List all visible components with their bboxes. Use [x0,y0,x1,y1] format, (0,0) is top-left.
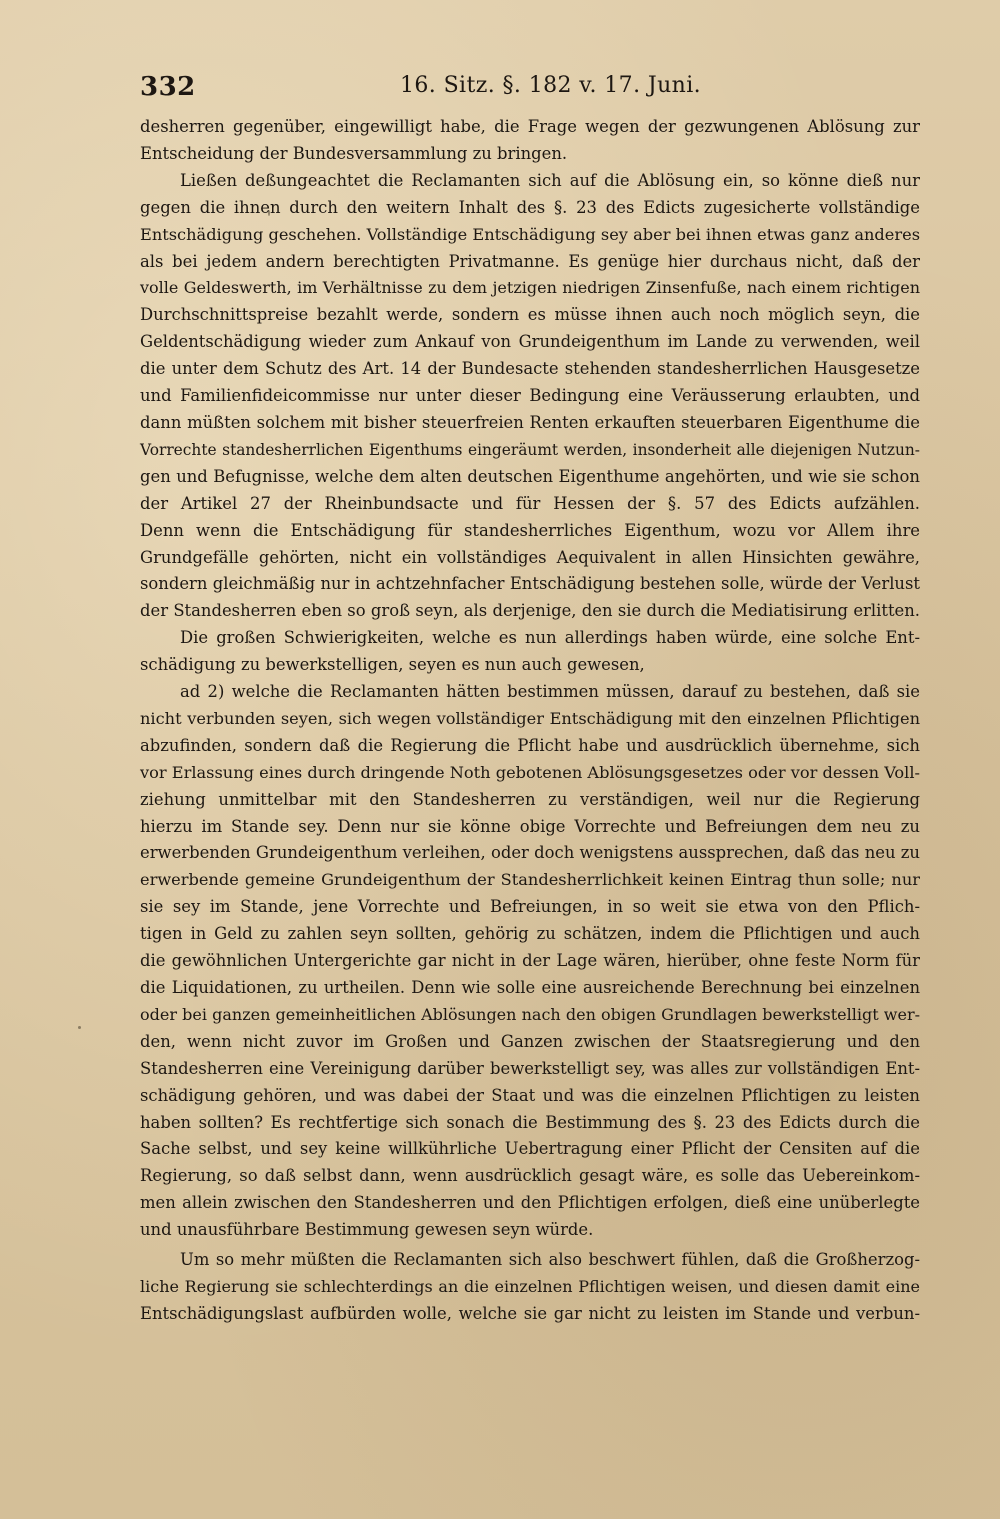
text-line: Die großen Schwierigkeiten, welche es nun allerdings haben würde, eine solche Ent- [180,628,920,648]
text-line: dann müßten solchem mit bisher steuerfreien Renten erkauften steuerbaren Eigenthume die [140,412,920,432]
text-line: und Familienfideicommisse nur unter dieser Bedingung eine Veräusserung erlaubten, und [140,386,920,406]
text-line: nicht verbunden seyen, sich wegen vollständiger Entschädigung mit den einzelnen Pflichtigen [140,708,920,728]
text-line: hierzu im Stande sey. Denn nur sie könne obige Vorrechte und Befreiungen dem neu zu [140,816,920,836]
text-line: Grundgefälle gehörten, nicht ein vollständiges Aequivalent in allen Hinsichten gewähre, [140,547,920,567]
text-line: liche Regierung sie schlechterdings an die einzelnen Pflichtigen weisen, und diesen damit eine [140,1276,920,1296]
text-line: desherren gegenüber, eingewilligt habe, die Frage wegen der gezwungenen Ablösung zur [140,117,920,136]
text-line: gegen die ihnen durch den weitern Inhalt des §. 23 des Edicts zugesicherte vollständige [140,197,920,217]
text-line: sie sey im Stande, jene Vorrechte und Befreiungen, in so weit sie etwa von den Pflich- [140,897,920,917]
text-line: men allein zwischen den Standesherren und den Pflichtigen erfolgen, dieß eine unüberlegte [140,1193,920,1213]
paper-blemish [268,210,270,216]
text-line: abzufinden, sondern daß die Regierung die Pflicht habe und ausdrücklich übernehme, sich [140,735,920,755]
text-line: Entscheidung der Bundesversammlung zu bringen. [140,143,568,163]
text-line: tigen in Geld zu zahlen seyn sollten, gehörig zu schätzen, indem die Pflichtigen und auch [140,924,920,944]
text-line: ad 2) welche die Reclamanten hätten bestimmen müssen, darauf zu bestehen, daß sie [180,682,920,702]
text-line: als bei jedem andern berechtigten Privatmanne. Es genüge hier durchaus nicht, daß der [140,251,920,271]
text-line: die unter dem Schutz des Art. 14 der Bundesacte stehenden standesherrlichen Hausgesetze [140,359,920,379]
text-line: volle Geldeswerth, im Verhältnisse zu dem jetzigen niedrigen Zinsenfuße, nach einem richtigen [140,278,920,298]
text-line: Regierung, so daß selbst dann, wenn ausdrücklich gesagt wäre, es solle das Uebereinkom- [140,1166,920,1186]
text-line: Denn wenn die Entschädigung für standesherrliches Eigenthum, wozu vor Allem ihre [140,520,920,540]
paper-blemish [78,1026,81,1029]
text-line: erwerbenden Grundeigenthum verleihen, oder doch wenigstens aussprechen, daß das neu zu [140,843,920,863]
body-text [140,114,920,1328]
text-line: die gewöhnlichen Untergerichte gar nicht in der Lage wären, hierüber, ohne feste Norm für [140,951,920,971]
text-line: haben sollten? Es rechtfertige sich sonach die Bestimmung des §. 23 des Edicts durch die [140,1112,920,1132]
text-line: Durchschnittspreise bezahlt werde, sondern es müsse ihnen auch noch möglich seyn, die [140,305,920,325]
text-line: der Artikel 27 der Rheinbundsacte und für Hessen der §. 57 des Edicts aufzählen. [140,493,920,513]
text-line: oder bei ganzen gemeinheitlichen Ablösungen nach den obigen Grundlagen bewerkstelligt wer- [140,1004,920,1024]
text-line: ziehung unmittelbar mit den Standesherren zu verständigen, weil nur die Regierung [140,789,920,809]
page-header [140,72,920,108]
text-line: und unausführbare Bestimmung gewesen seyn würde. [140,1220,594,1240]
text-line: vor Erlassung eines durch dringende Noth gebotenen Ablösungsgesetzes oder vor dessen Voll- [140,762,920,782]
text-line: Vorrechte standesherrlichen Eigenthums eingeräumt werden, insonderheit alle diejenigen Nutzun- [140,440,920,459]
text-line: Entschädigung geschehen. Vollständige Entschädigung sey aber bei ihnen etwas ganz anderes [140,224,920,244]
text-line: die Liquidationen, zu urtheilen. Denn wie solle eine ausreichende Berechnung bei einzelnen [140,978,920,997]
text-line: schädigung gehören, und was dabei der Staat und was die einzelnen Pflichtigen zu leisten [140,1085,920,1105]
text-line: Standesherren eine Vereinigung darüber bewerkstelligt sey, was alles zur vollständigen Ent- [140,1058,920,1078]
text-line: Sache selbst, und sey keine willkührliche Uebertragung einer Pflicht der Censiten auf die [140,1139,920,1159]
text-line: der Standesherren eben so groß seyn, als derjenige, den sie durch die Mediatisirung erlitten. [140,601,920,621]
page-number: 332 [140,72,196,102]
text-line: erwerbende gemeine Grundeigenthum der Standesherrlichkeit keinen Eintrag thun solle; nur [140,870,920,890]
text-line: gen und Befugnisse, welche dem alten deutschen Eigenthume angehörten, und wie sie schon [140,466,920,486]
text-line: sondern gleichmäßig nur in achtzehnfacher Entschädigung bestehen solle, würde der Verlust [140,574,920,594]
text-line: den, wenn nicht zuvor im Großen und Ganzen zwischen der Staatsregierung und den [140,1031,920,1051]
text-line: Entschädigungslast aufbürden wolle, welche sie gar nicht zu leisten im Stande und verbun- [140,1303,920,1323]
running-head: 16. Sitz. §. 182 v. 17. Juni. [400,73,702,98]
text-line: Um so mehr müßten die Reclamanten sich also beschwert fühlen, daß die Großherzog- [180,1250,920,1270]
text-line: schädigung zu bewerkstelligen, seyen es nun auch gewesen, [140,655,645,675]
text-line: Ließen deßungeachtet die Reclamanten sich auf die Ablösung ein, so könne dieß nur [180,170,920,190]
text-line: Geldentschädigung wieder zum Ankauf von Grundeigenthum im Lande zu verwenden, weil [140,332,920,352]
